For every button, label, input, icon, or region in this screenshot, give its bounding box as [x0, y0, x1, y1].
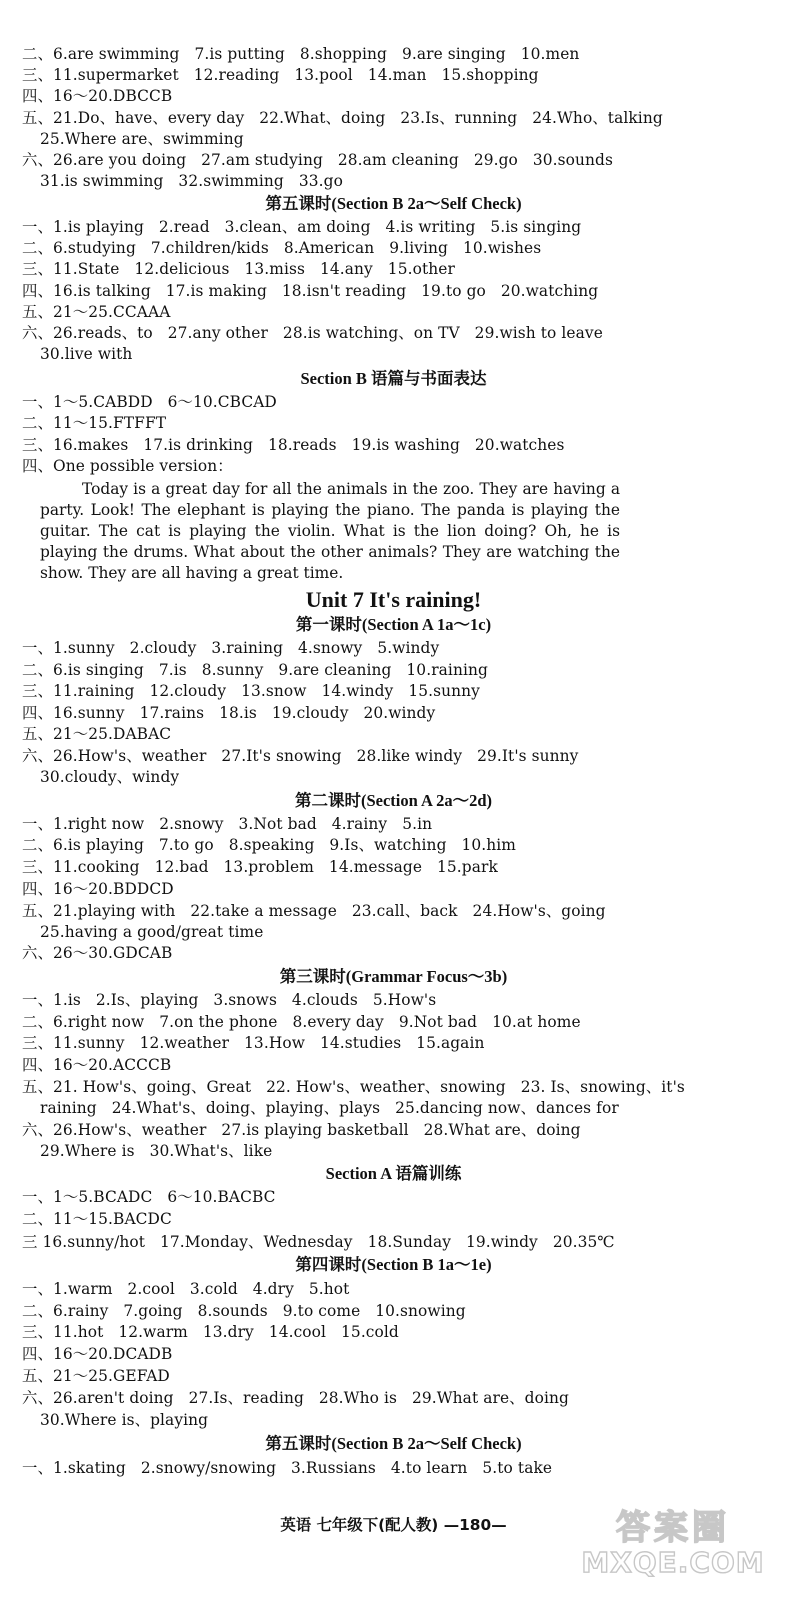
answer-line: 六、26.are you doing 27.am studying 28.am cleaning 29.go 30.sounds: [22, 151, 614, 169]
answer-line: 二、11～15.BACDC: [22, 1210, 172, 1228]
answer-line: 一、1.sunny 2.cloudy 3.raining 4.snowy 5.windy: [22, 639, 440, 657]
essay-text: Today is a great day for all the animals in the zoo. They are having a party. Look! The elephant is playing the piano. The panda is playing the guitar. The cat is playing the violin. What is the lion doing? Oh, he is playing the drums. What about the other animals? They are watching the show. They are all having a great time.: [40, 480, 620, 582]
answer-line: 三、11.hot 12.warm 13.dry 14.cool 15.cold: [22, 1323, 399, 1341]
watermark-cn: 答案圈: [616, 1508, 730, 1548]
section-heading: 第五课时(Section B 2a～Self Check): [265, 194, 522, 213]
answer-line: 二、6.is playing 7.to go 8.speaking 9.Is、watching 10.him: [22, 836, 517, 854]
answer-line: 一、1～5.CABDD 6～10.CBCAD: [22, 393, 277, 411]
answer-line: 二、6.are swimming 7.is putting 8.shopping 9.are singing 10.men: [22, 45, 580, 63]
answer-line: 一、1.warm 2.cool 3.cold 4.dry 5.hot: [22, 1280, 350, 1298]
page-footer: 英语 七年级下(配人教) —180—: [280, 1516, 507, 1534]
answer-line: 四、16.sunny 17.rains 18.is 19.cloudy 20.windy: [22, 704, 436, 722]
section-heading: 第二课时(Section A 2a～2d): [294, 791, 493, 810]
answer-line: 三、11.sunny 12.weather 13.How 14.studies 15.again: [22, 1034, 485, 1052]
answer-line: 三、11.raining 12.cloudy 13.snow 14.windy 15.sunny: [22, 682, 480, 700]
section-heading: Section A 语篇训练: [325, 1164, 462, 1183]
answer-line: 30.cloudy、windy: [40, 768, 180, 786]
answer-line: 一、1～5.BCADC 6～10.BACBC: [22, 1188, 276, 1206]
answer-line: 三、16.makes 17.is drinking 18.reads 19.is washing 20.watches: [22, 436, 565, 454]
answer-line: 六、26.reads、to 27.any other 28.is watching、on TV 29.wish to leave: [22, 324, 603, 342]
answer-line: 三、11.supermarket 12.reading 13.pool 14.man 15.shopping: [22, 66, 539, 84]
answer-line: 一、1.right now 2.snowy 3.Not bad 4.rainy 5.in: [22, 815, 433, 833]
section-heading: 第一课时(Section A 1a～1c): [295, 615, 492, 634]
answer-line: 二、6.is singing 7.is 8.sunny 9.are cleaning 10.raining: [22, 661, 488, 679]
section-heading: 第四课时(Section B 1a～1e): [295, 1255, 492, 1274]
answer-line: 六、26.How's、weather 27.It's snowing 28.like windy 29.It's sunny: [22, 747, 579, 765]
section-heading: Section B 语篇与书面表达: [300, 369, 487, 388]
answer-line: 六、26～30.GDCAB: [22, 944, 173, 962]
answer-line: 五、21.Do、have、every day 22.What、doing 23.Is、running 24.Who、talking: [22, 109, 663, 127]
answer-line: 五、21.playing with 22.take a message 23.call、back 24.How's、going: [22, 902, 606, 920]
answer-line: 25.having a good/great time: [40, 923, 264, 941]
answer-line: 31.is swimming 32.swimming 33.go: [40, 172, 343, 190]
answer-line: 三、11.cooking 12.bad 13.problem 14.message 15.park: [22, 858, 498, 876]
unit-title: Unit 7 It's raining!: [305, 587, 482, 612]
answer-line: 五、21～25.GEFAD: [22, 1367, 170, 1385]
answer-line: 二、6.right now 7.on the phone 8.every day 9.Not bad 10.at home: [22, 1013, 581, 1031]
watermark-en: MXQE.COM: [581, 1546, 765, 1579]
answer-line: 29.Where is 30.What's、like: [40, 1142, 273, 1160]
essay-paragraph: [40, 479, 620, 584]
answer-line: 四、16.is talking 17.is making 18.isn't reading 19.to go 20.watching: [22, 282, 599, 300]
answer-line: 一、1.is playing 2.read 3.clean、am doing 4.is writing 5.is singing: [22, 218, 582, 236]
answer-line: 25.Where are、swimming: [40, 130, 244, 148]
answer-line: 30.live with: [40, 345, 133, 363]
watermark-logo: [573, 1500, 773, 1586]
answer-line: 五、21. How's、going、Great 22. How's、weather、snowing 23. Is、snowing、it's: [22, 1078, 685, 1096]
answer-line: 四、16～20.ACCCB: [22, 1056, 172, 1074]
answer-line: 三 16.sunny/hot 17.Monday、Wednesday 18.Sunday 19.windy 20.35℃: [22, 1233, 615, 1251]
answer-line: 四、16～20.DCADB: [22, 1345, 173, 1363]
answer-line: 四、16～20.BDDCD: [22, 880, 174, 898]
section-heading: 第五课时(Section B 2a～Self Check): [265, 1434, 522, 1453]
section-heading: 第三课时(Grammar Focus～3b): [279, 967, 508, 986]
answer-line: 五、21～25.CCAAA: [22, 303, 171, 321]
answer-line: raining 24.What's、doing、playing、plays 25.dancing now、dances for: [40, 1099, 619, 1117]
answer-line: 五、21～25.DABAC: [22, 725, 172, 743]
answer-line: 二、11～15.FTFFT: [22, 414, 167, 432]
answer-line: 三、11.State 12.delicious 13.miss 14.any 15.other: [22, 260, 455, 278]
answer-line: 二、6.rainy 7.going 8.sounds 9.to come 10.snowing: [22, 1302, 466, 1320]
answer-line: 一、1.skating 2.snowy/snowing 3.Russians 4.to learn 5.to take: [22, 1459, 553, 1477]
answer-line: 30.Where is、playing: [40, 1411, 209, 1429]
answer-line: 四、16～20.DBCCB: [22, 87, 173, 105]
answer-line: 二、6.studying 7.children/kids 8.American 9.living 10.wishes: [22, 239, 542, 257]
answer-line: 六、26.aren't doing 27.Is、reading 28.Who is 29.What are、doing: [22, 1389, 569, 1407]
answer-line: 四、One possible version：: [22, 457, 233, 475]
answer-line: 六、26.How's、weather 27.is playing basketball 28.What are、doing: [22, 1121, 581, 1139]
answer-line: 一、1.is 2.Is、playing 3.snows 4.clouds 5.How's: [22, 991, 437, 1009]
